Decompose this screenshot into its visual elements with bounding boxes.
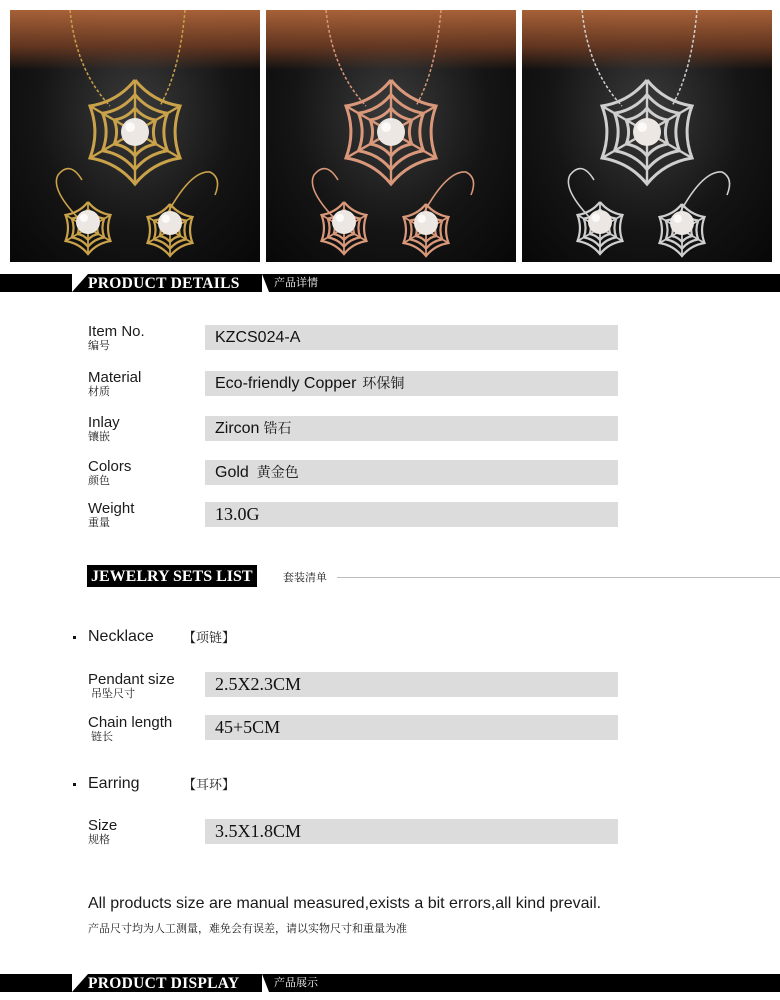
detail-label-en: Inlay: [88, 414, 120, 431]
jewelry-illustration-silver: [522, 10, 772, 262]
detail-label-cn: 镶嵌: [88, 431, 110, 443]
detail-label-weight: [88, 500, 134, 530]
rose-gold-set-photo: [266, 10, 516, 262]
spec-label-en: Size: [88, 817, 118, 834]
spec-label-chain-length: [88, 714, 172, 744]
detail-value-cn: 黄金色: [256, 464, 299, 480]
product-details-banner: [0, 274, 780, 292]
detail-value-item-no: [205, 325, 618, 350]
jewelry-sets-title: JEWELRY SETS LIST: [87, 565, 257, 587]
detail-value-colors: [205, 460, 618, 485]
detail-label-cn: 颜色: [88, 475, 110, 487]
earring-heading-cn: 【耳环】: [183, 777, 236, 792]
detail-value-inlay: [205, 416, 618, 441]
necklace-heading-en: Necklace: [88, 628, 154, 645]
detail-value-text: Zircon: [215, 420, 260, 437]
detail-label-colors: [88, 458, 131, 488]
detail-value-text: 13.0G: [215, 504, 260, 524]
detail-label-en: Material: [88, 369, 142, 386]
spec-value-text: 2.5X2.3CM: [215, 674, 302, 694]
detail-value-text: Eco-friendly Copper: [215, 375, 357, 392]
spec-value-text: 3.5X1.8CM: [215, 821, 302, 841]
spec-value-chain-length: [205, 715, 618, 740]
product-details-tag-text: 产品详情: [274, 277, 318, 289]
detail-value-text: Gold: [215, 464, 249, 481]
detail-value-text: KZCS024-A: [215, 329, 301, 346]
earring-heading-en: Earring: [88, 775, 140, 792]
spec-label-earring-size: [88, 817, 117, 847]
jewelry-illustration-rose-gold: [266, 10, 516, 262]
product-display-tag: [262, 974, 324, 992]
section-divider: [337, 577, 780, 578]
detail-label-en: Item No.: [88, 323, 145, 340]
measurement-note-en: All products size are manual measured,exists a bit errors,all kind prevail.: [88, 895, 602, 912]
spec-label-pendant-size: [88, 671, 175, 701]
spec-label-cn: 链长: [91, 731, 113, 743]
detail-label-cn: 重量: [88, 517, 110, 529]
spec-label-cn: 吊坠尺寸: [91, 688, 135, 700]
spec-value-earring-size: [205, 819, 618, 844]
measurement-note-cn: 产品尺寸均为人工测量，难免会有误差，请以实物尺寸和重量为准: [88, 923, 407, 935]
spec-label-en: Chain length: [88, 714, 173, 731]
product-details-tag: [262, 274, 324, 292]
product-photo-strip: [10, 10, 772, 262]
detail-value-cn: 环保铜: [362, 375, 405, 391]
detail-label-cn: 编号: [88, 340, 110, 352]
product-details-title: PRODUCT DETAILS: [88, 275, 240, 292]
silver-set-photo: [522, 10, 772, 262]
bullet-icon: [73, 783, 76, 786]
gold-set-photo: [10, 10, 260, 262]
spec-value-text: 45+5CM: [215, 717, 281, 737]
banner-notch: [72, 274, 88, 292]
jewelry-sets-title-cn: 套装清单: [283, 572, 327, 584]
spec-label-en: Pendant size: [88, 671, 175, 688]
bullet-icon: [73, 636, 76, 639]
detail-value-weight: [205, 502, 618, 527]
detail-value-cn: 锆石: [263, 420, 292, 436]
detail-value-material: [205, 371, 618, 396]
product-display-tag-text: 产品展示: [274, 977, 318, 989]
detail-label-inlay: [88, 414, 120, 444]
detail-label-item-no: [88, 323, 145, 353]
spec-label-cn: 规格: [88, 834, 110, 846]
detail-label-en: Colors: [88, 458, 132, 475]
product-display-title: PRODUCT DISPLAY: [88, 975, 240, 992]
detail-label-material: [88, 369, 141, 399]
product-display-banner: [0, 974, 780, 992]
spec-value-pendant-size: [205, 672, 618, 697]
necklace-heading-cn: 【项链】: [183, 630, 236, 645]
detail-label-cn: 材质: [88, 386, 110, 398]
jewelry-illustration-gold: [10, 10, 260, 262]
banner-notch: [72, 974, 88, 992]
detail-label-en: Weight: [88, 500, 135, 517]
